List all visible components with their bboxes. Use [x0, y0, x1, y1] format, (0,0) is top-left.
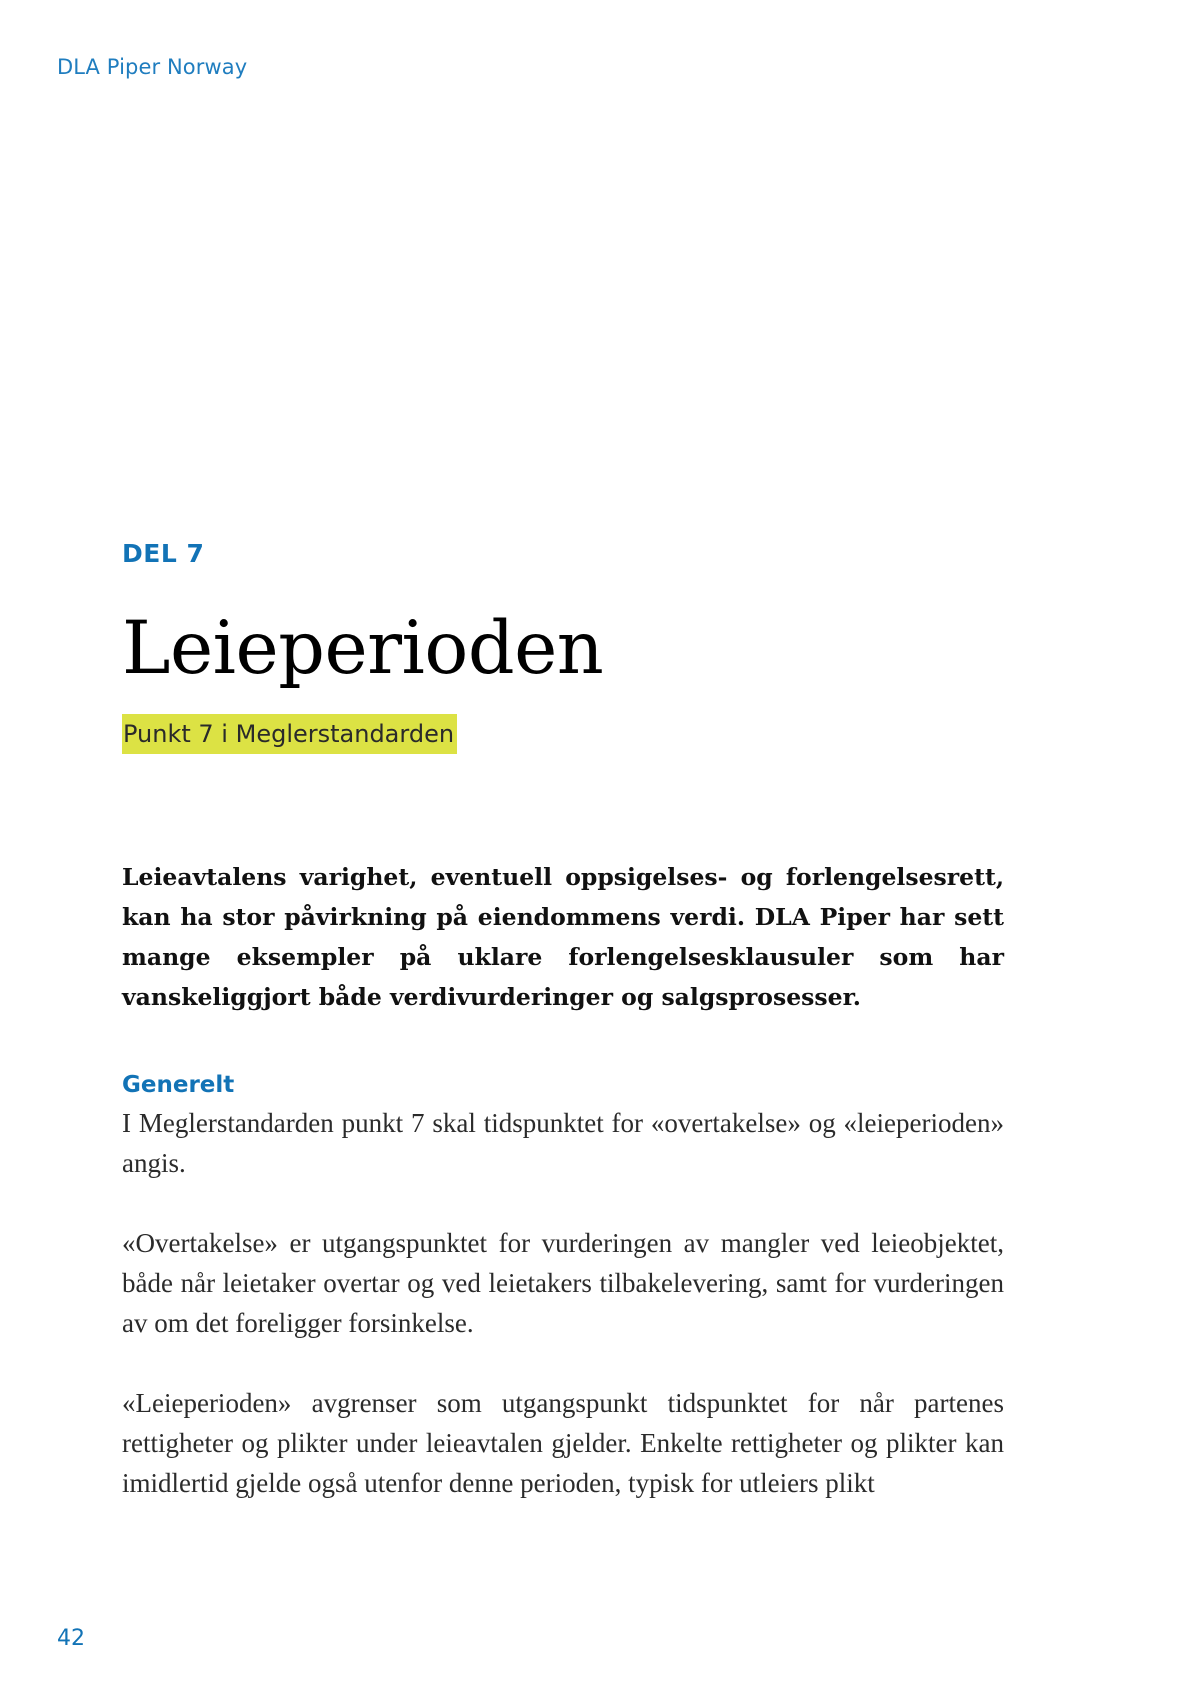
lead-paragraph: Leieavtalens varighet, eventuell oppsigelses- og forlengelsesrett, kan ha stor påvirkning på eiendommens verdi. DLA Piper har sett mange eksempler på uklare forlengelsesklausuler som har vanskeliggjort både verdivurderinger og salgsprosesser.: [122, 863, 1004, 1011]
chapter-subtitle: Punkt 7 i Meglerstandarden: [122, 714, 457, 754]
part-label: DEL 7: [122, 539, 205, 568]
body-paragraph: «Overtakelse» er utgangspunktet for vurderingen av mangler ved leieobjektet, både når leietaker overtar og ved leietakers tilbakelevering, samt for vurderingen av om det foreligger forsinkelse.: [122, 1228, 1004, 1338]
page-number: 42: [57, 1626, 85, 1651]
subtitle-wrapper: [122, 714, 1004, 754]
section-heading-generelt: Generelt: [122, 1072, 235, 1098]
running-header: DLA Piper Norway: [57, 55, 248, 79]
body-paragraph: I Meglerstandarden punkt 7 skal tidspunktet for «overtakelse» og «leieperioden» angis.: [122, 1108, 1004, 1178]
chapter-title: Leieperioden: [122, 606, 604, 691]
body-paragraph: «Leieperioden» avgrenser som utgangspunkt tidspunktet for når partenes rettigheter og plikter under leieavtalen gjelder. Enkelte rettigheter og plikter kan imidlertid gjelde også utenfor denne perioden, typisk for utleiers plikt: [122, 1388, 1004, 1498]
page-content: [122, 535, 1004, 1503]
